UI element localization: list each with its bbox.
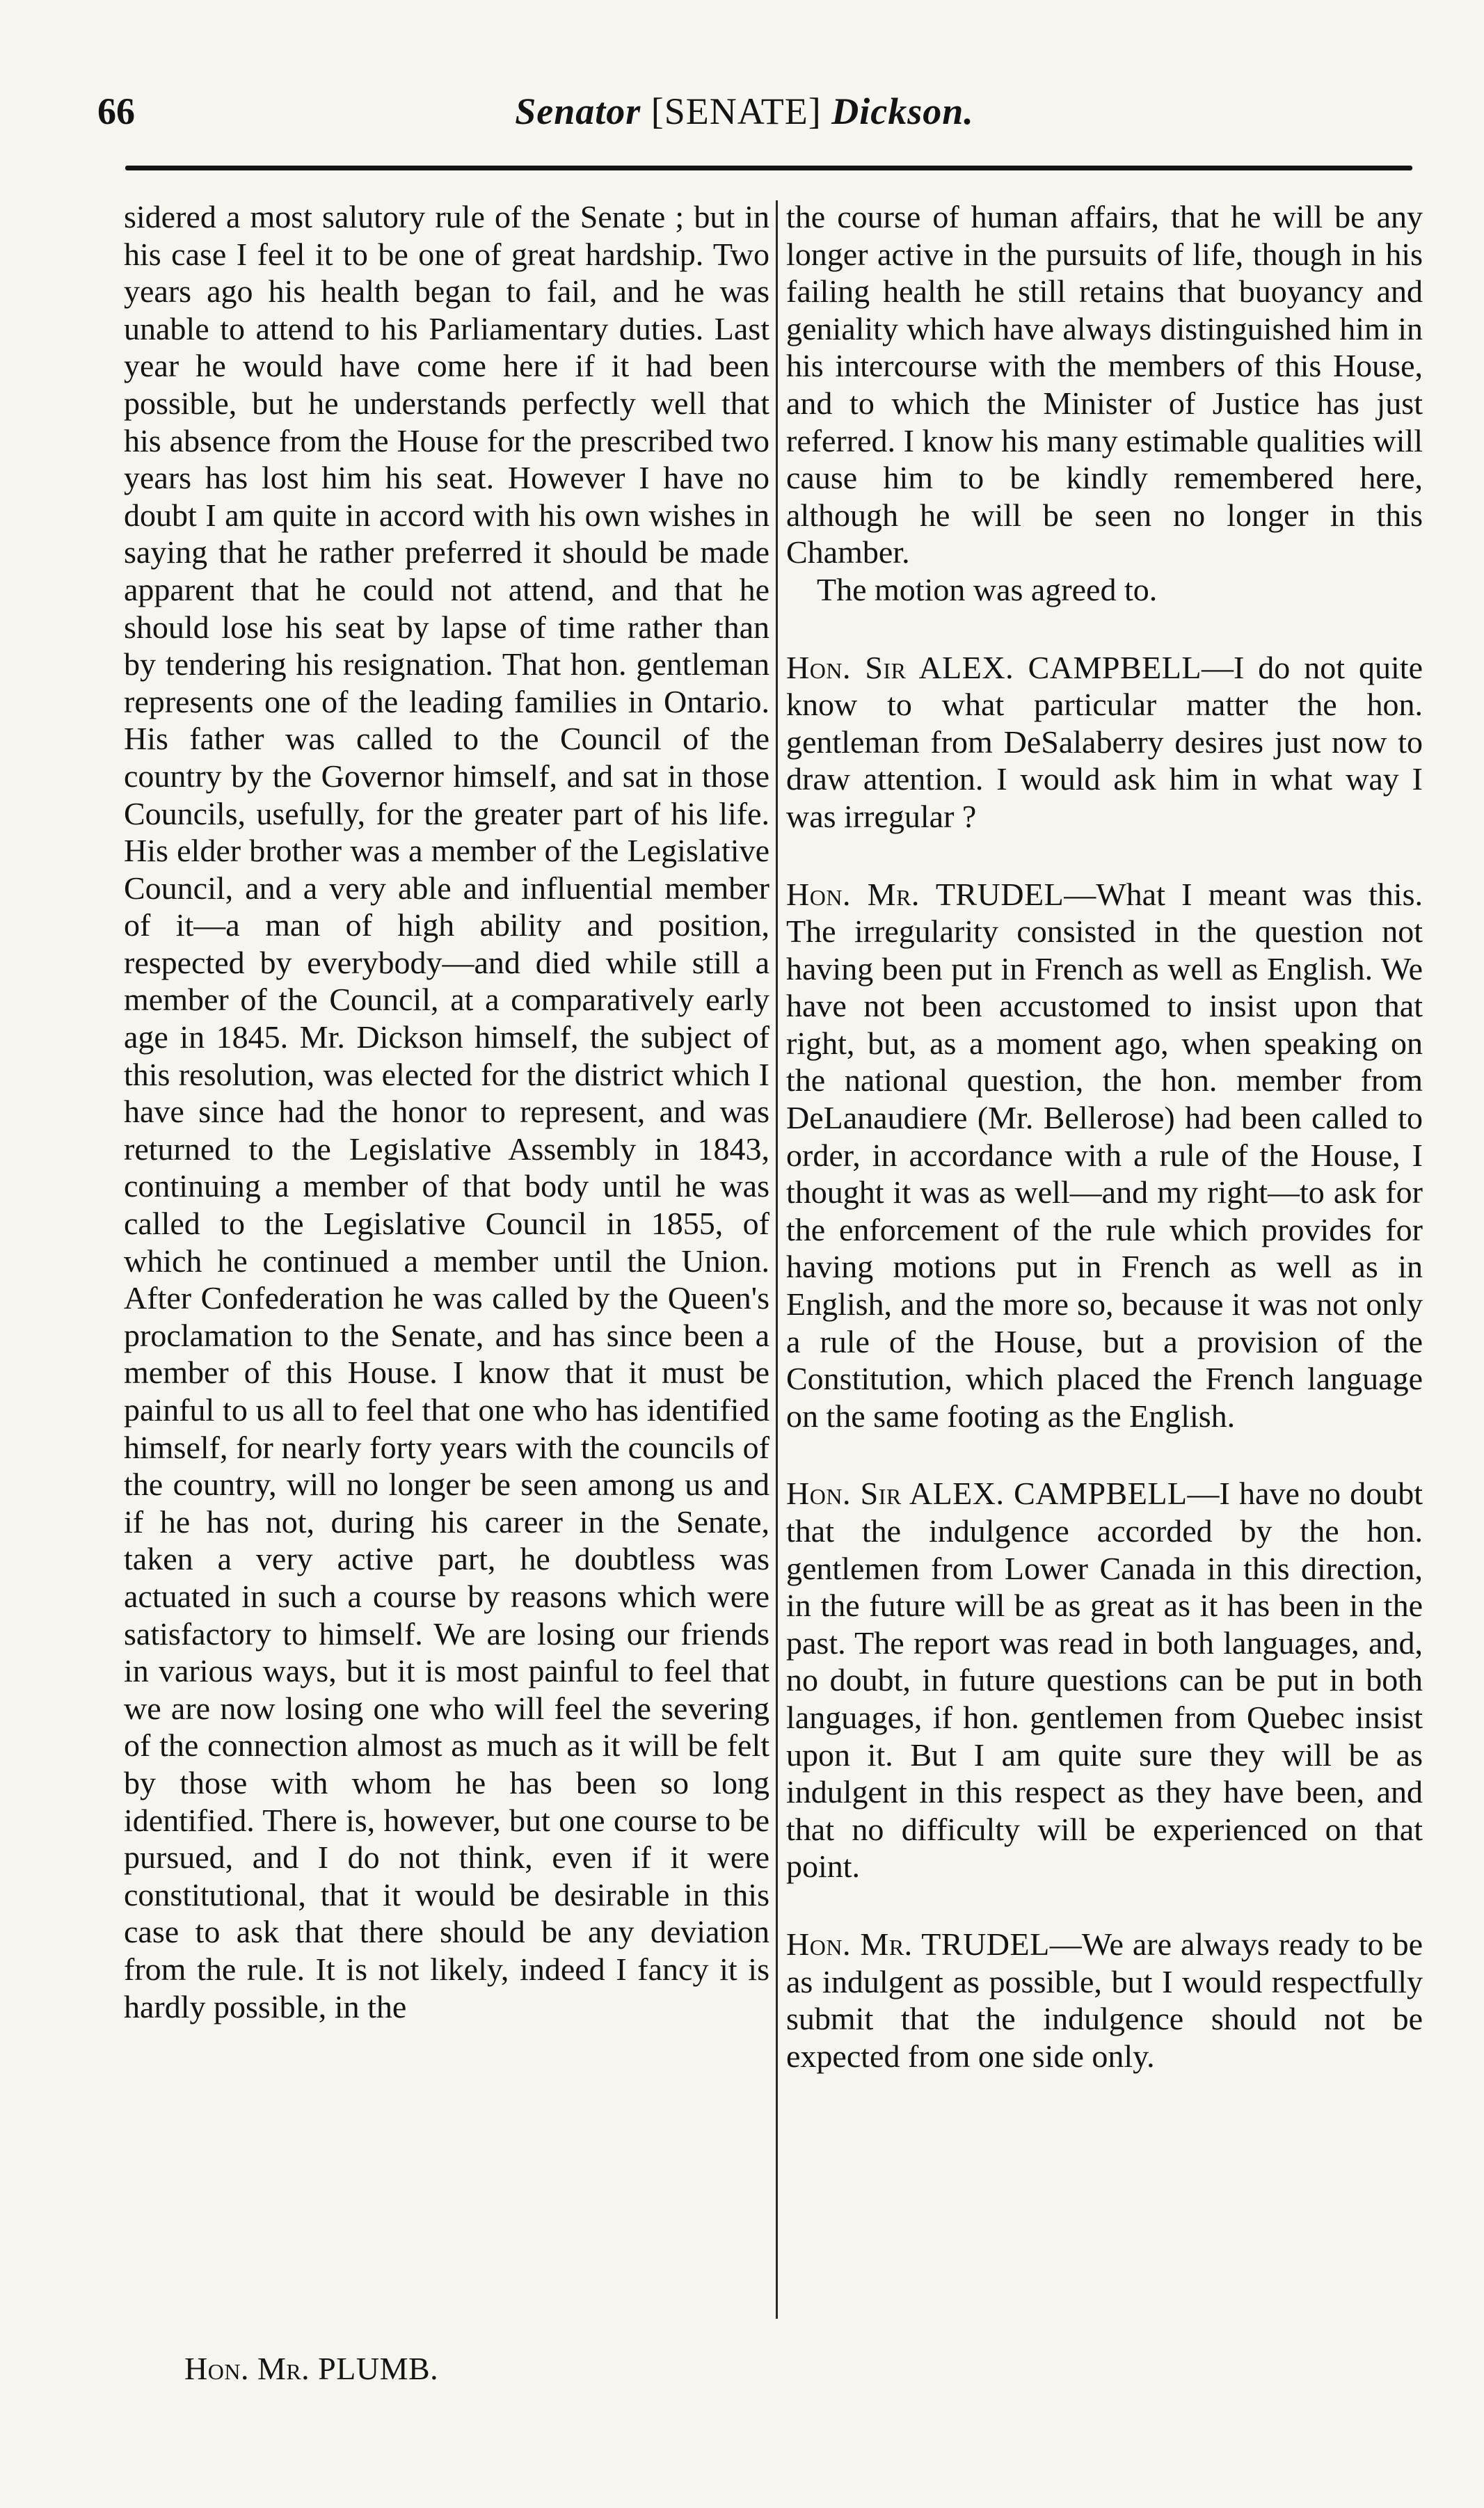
speech-text: —I have no doubt that the indulgence accorded by the hon. gentlemen from Lower Canada in this direction, in the future will be as great as it has been in the past. The report was read in both languages, and, no doubt, in future questions can be put in both languages, if hon. gentlemen from Quebec insist upon it. But I am quite sure they will be as indulgent in this respect as they have been, and that no difficulty will be experienced on that point. — [786, 1476, 1423, 1885]
speech-block — [786, 1475, 1423, 1885]
motion-result: The motion was agreed to. — [817, 571, 1158, 607]
bottom-speaker-name: Hon. Mr. PLUMB. — [184, 2351, 439, 2386]
speech-block — [786, 876, 1423, 1435]
left-column-text: sidered a most salutory rule of the Senate ; but in his case I feel it to be one of great hardship. Two years ago his health began to fail, and he was unable to attend to his Parliamentary duties. Last year he would have come here if it had been possible, but he understands perfectly well that his absence from the House for the prescribed two years has lost him his seat. However I have no doubt I am quite in accord with his own wishes in saying that he rather preferred it should be made apparent that he could not attend, and that he should lose his seat by lapse of time rather than by tendering his resignation. That hon. gentleman represents one of the leading families in Ontario. His father was called to the Council of the country by the Governor himself, and sat in those Councils, usefully, for the greater part of his life. His elder brother was a member of the Legislative Council, and a very able and influential member of it—a man of high ability and position, respected by everybody—and died while still a member of the Council, at a comparatively early age in 1845. Mr. Dickson himself, the subject of this resolution, was elected for the district which I have since had the honor to represent, and was returned to the Legislative Assembly in 1843, continuing a member of that body until he was called to the Legislative Council in 1855, of which he continued a member until the Union. After Confederation he was called by the Queen's proclamation to the Senate, and has since been a member of this House. I know that it must be painful to us all to feel that one who has identified himself, for nearly forty years with the councils of the country, will no longer be seen among us and if he has not, during his career in the Senate, taken a very active part, he doubtless was actuated in such a course by reasons which were satisfactory to himself. We are losing our friends in various ways, but it is most painful to feel that we are now losing one who will feel the severing of the connection almost as much as it will be felt by those with whom he has been so long identified. There is, however, but one course to be pursued, and I do not think, even if it were constitutional, that it would be desirable in this case to ask that there should be any deviation from the rule. It is not likely, indeed I fancy it is hardly possible, in the — [124, 199, 769, 2024]
speech-text: —I do not quite know to what particular matter the hon. gentleman from DeSalaberry desires just now to draw attention. I would ask him in what way I was irregular ? — [786, 649, 1423, 834]
header-name-right: Dickson. — [831, 90, 974, 132]
header-rule — [125, 166, 1412, 170]
column-divider — [776, 200, 778, 2319]
speaker-name: Hon. Sir ALEX. CAMPBELL — [786, 1476, 1188, 1512]
speech-text: —What I meant was this. The irregularity consisted in the question not having been put in French as well as English. We have not been accustomed to insist upon that right, but, as a moment ago, when speaking on the national question, the hon. member from DeLanaudiere (Mr. Bellerose) had been called to order, in accordance with a rule of the House, I thought it was as well—and my right—to ask for the enforcement of the rule which provides for having motions put in French as well as in English, and the more so, because it was not only a rule of the House, but a provision of the Constitution, which placed the French language on the same footing as the English. — [786, 876, 1423, 1434]
speaker-name: Hon. Sir ALEX. CAMPBELL — [786, 649, 1202, 685]
speech-text: —We are always ready to be as indulgent as possible, but I would respectfully submit that the indulgence should not be expected from one side only. — [786, 1926, 1423, 2074]
speech-block — [786, 1926, 1423, 2075]
left-column — [124, 198, 769, 2025]
header-section: [SENATE] — [651, 90, 822, 132]
speaker-name: Hon. Mr. TRUDEL — [786, 1926, 1050, 1962]
continuation-paragraph: the course of human affairs, that he will be any longer active in the pursuits of life, though in his failing health he still retains that buoyancy and geniality which have always distinguished him in his intercourse with the members of this House, and to which the Minister of Justice has just referred. I know his many estimable qualities will cause him to be kindly remembered here, although he will be seen no longer in this Chamber. — [786, 199, 1423, 570]
speaker-name: Hon. Mr. TRUDEL — [786, 876, 1064, 912]
running-title — [90, 80, 1398, 143]
header-name-left: Senator — [515, 90, 641, 132]
right-column — [786, 198, 1423, 2075]
running-header — [90, 80, 1398, 143]
page-number: 66 — [97, 90, 135, 132]
speech-block — [786, 649, 1423, 836]
